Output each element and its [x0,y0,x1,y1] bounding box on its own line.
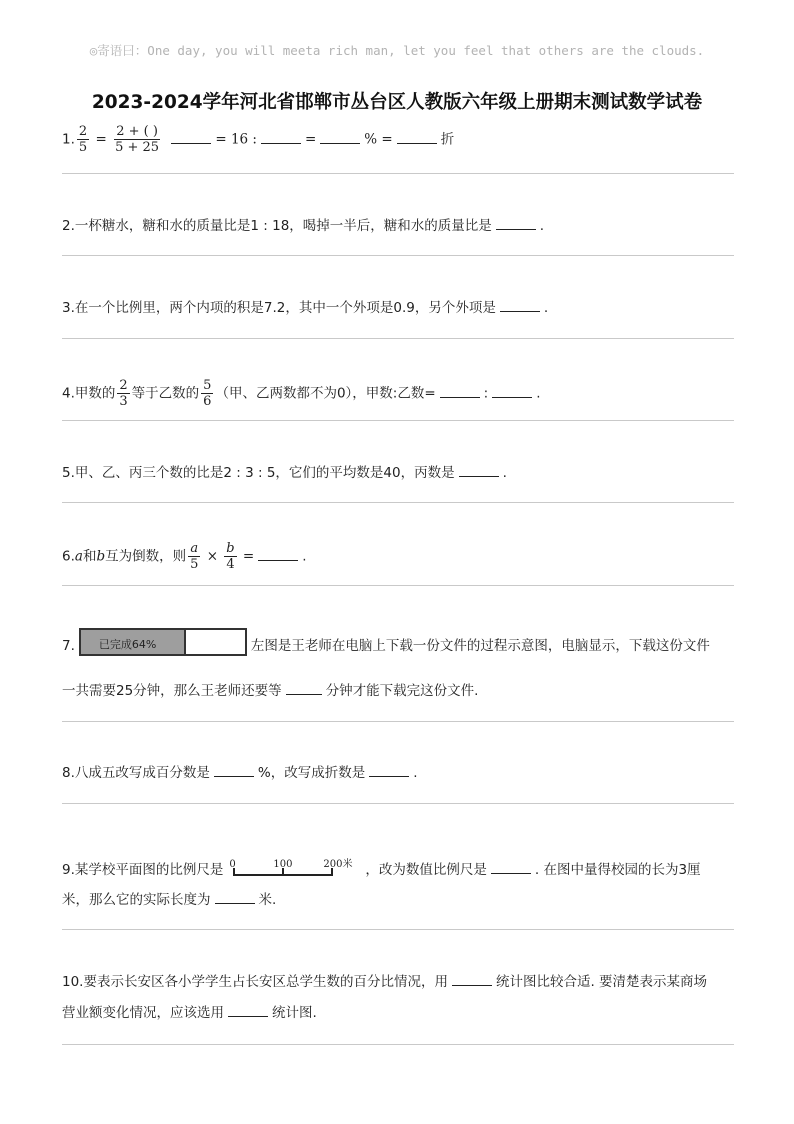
q4-suffix: . [536,385,541,402]
q3-text: 3.在一个比例里，两个内项的积是7.2，其中一个外项是0.9，另个外项是 [62,300,496,316]
q9-text-2a: 米，那么它的实际长度为 [62,892,211,908]
q7-prefix: 7. [62,638,75,654]
q1-part-b: = [304,131,317,148]
q1-fraction-1 [77,124,89,155]
divider [62,803,734,804]
q6-prefix: 6. [62,548,75,565]
q2-suffix: . [539,218,545,234]
scale-label-200: 200米 [323,859,353,870]
question-10-line-2 [62,1002,317,1023]
scale-label-0: 0 [229,859,236,870]
q2-text: 2.一杯糖水，糖和水的质量比是1 : 18，喝掉一半后，糖和水的质量比是 [62,218,492,234]
q10-text-2b: 统计图. [272,1005,317,1021]
q1-f2-denominator: 5 + 25 [115,140,160,155]
q10-text-1a: 10.要表示长安区各小学学生占长安区总学生数的百分比情况，用 [62,974,448,990]
q4-blank-1[interactable] [440,383,480,398]
q7-text-2b: 分钟才能下载完这份文件. [325,683,479,699]
question-7-line-2 [62,680,478,701]
q6-f1-denominator: 5 [190,557,199,572]
divider [62,173,734,174]
question-2 [62,215,544,236]
question-7 [62,628,710,656]
q4-f1-numerator: 2 [119,378,128,393]
divider [62,502,734,503]
q5-suffix: . [502,465,507,481]
q10-text-2a: 营业额变化情况，应该选用 [62,1005,224,1021]
q9-text-2b: 米. [258,892,277,908]
page-title: 2023-2024学年河北省邯郸市丛台区人教版六年级上册期末测试数学试卷 [91,92,703,113]
q6-var-b: b [96,548,106,565]
download-progress-bar [79,628,247,656]
q8-blank-2[interactable] [369,762,409,777]
q1-suffix: 折 [440,131,455,148]
q10-blank-1[interactable] [452,971,492,986]
q4-fraction-2 [201,378,213,409]
q4-f1-denominator: 3 [119,394,128,409]
q4-fraction-1 [117,378,129,409]
q1-blank-4[interactable] [397,129,437,144]
question-6 [62,541,307,572]
q3-blank[interactable] [500,297,540,312]
q6-fraction-1 [188,541,200,572]
q1-blank-1[interactable] [171,129,211,144]
q9-prefix: 9.某学校平面图的比例尺是 [62,862,224,878]
q4-f2-numerator: 5 [203,378,212,393]
q1-f1-numerator: 2 [78,124,88,139]
scale-label-100: 100 [273,859,293,870]
q4-f2-denominator: 6 [203,394,212,409]
q6-f2-numerator: b [226,541,235,556]
q10-blank-2[interactable] [228,1002,268,1017]
divider [62,338,734,339]
q5-text: 5.甲、乙、丙三个数的比是2 : 3 : 5，它们的平均数是40，丙数是 [62,465,455,481]
q4-colon: : [483,385,489,402]
q6-text: 互为倒数，则 [105,548,187,565]
q10-text-1b: 统计图比较合适. 要清楚表示某商场 [495,974,708,990]
question-9-line-2 [62,889,276,910]
q3-suffix: . [543,300,549,316]
q6-and: 和 [82,548,97,565]
q1-part-a: = 16 : [215,131,257,148]
divider [62,585,734,586]
question-1 [62,124,454,155]
divider [62,420,734,421]
q8-text-b: %，改写成折数是 [257,765,366,781]
q4-mid: 等于乙数的 [131,385,200,402]
q8-text-a: 8.八成五改写成百分数是 [62,765,210,781]
divider [62,255,734,256]
divider [62,721,734,722]
q6-var-a: a [74,548,83,565]
q1-part-c: % = [364,131,393,148]
q1-equals: = [95,131,107,148]
q6-fraction-2 [224,541,236,572]
q1-prefix: 1. [62,131,75,148]
question-4 [62,378,541,409]
question-8 [62,762,418,783]
q6-equals: = [242,548,255,565]
divider [62,1044,734,1045]
question-9 [62,855,701,885]
q2-blank[interactable] [496,215,536,230]
q6-suffix: . [302,548,307,565]
question-5 [62,462,507,483]
q9-blank-1[interactable] [491,859,531,874]
q8-blank-1[interactable] [214,762,254,777]
q7-text-2a: 一共需要25分钟，那么王老师还要等 [62,683,282,699]
q8-suffix: . [413,765,418,781]
scale-bar [229,855,359,885]
q5-blank[interactable] [459,462,499,477]
question-10 [62,971,707,992]
progress-label: 已完成64% [98,638,157,651]
q4-prefix: 4.甲数的 [62,385,116,402]
q4-blank-2[interactable] [492,383,532,398]
question-3 [62,297,548,318]
q7-blank[interactable] [286,680,322,695]
q9-text-b: . 在图中量得校园的长为3厘 [534,862,701,878]
q6-f2-denominator: 4 [226,557,235,572]
q4-text: （甲、乙两数都不为0），甲数:乙数= [215,385,436,402]
q9-text-a: ，改为数值比例尺是 [365,862,487,878]
q1-blank-3[interactable] [320,129,360,144]
q9-blank-2[interactable] [215,889,255,904]
q6-times: × [206,548,218,565]
q7-text-1: 左图是王老师在电脑上下载一份文件的过程示意图，电脑显示，下载这份文件 [250,638,710,654]
q1-f2-numerator: 2 + ( ) [116,124,158,139]
q1-blank-2[interactable] [261,129,301,144]
divider [62,929,734,930]
q6-f1-numerator: a [190,541,199,556]
q1-f1-denominator: 5 [78,140,88,155]
watermark: ◎寄语曰：One day, you will meeta rich man, let you feel that others are the clouds. [89,43,705,58]
q6-blank[interactable] [258,546,298,561]
q1-fraction-2 [113,124,161,155]
